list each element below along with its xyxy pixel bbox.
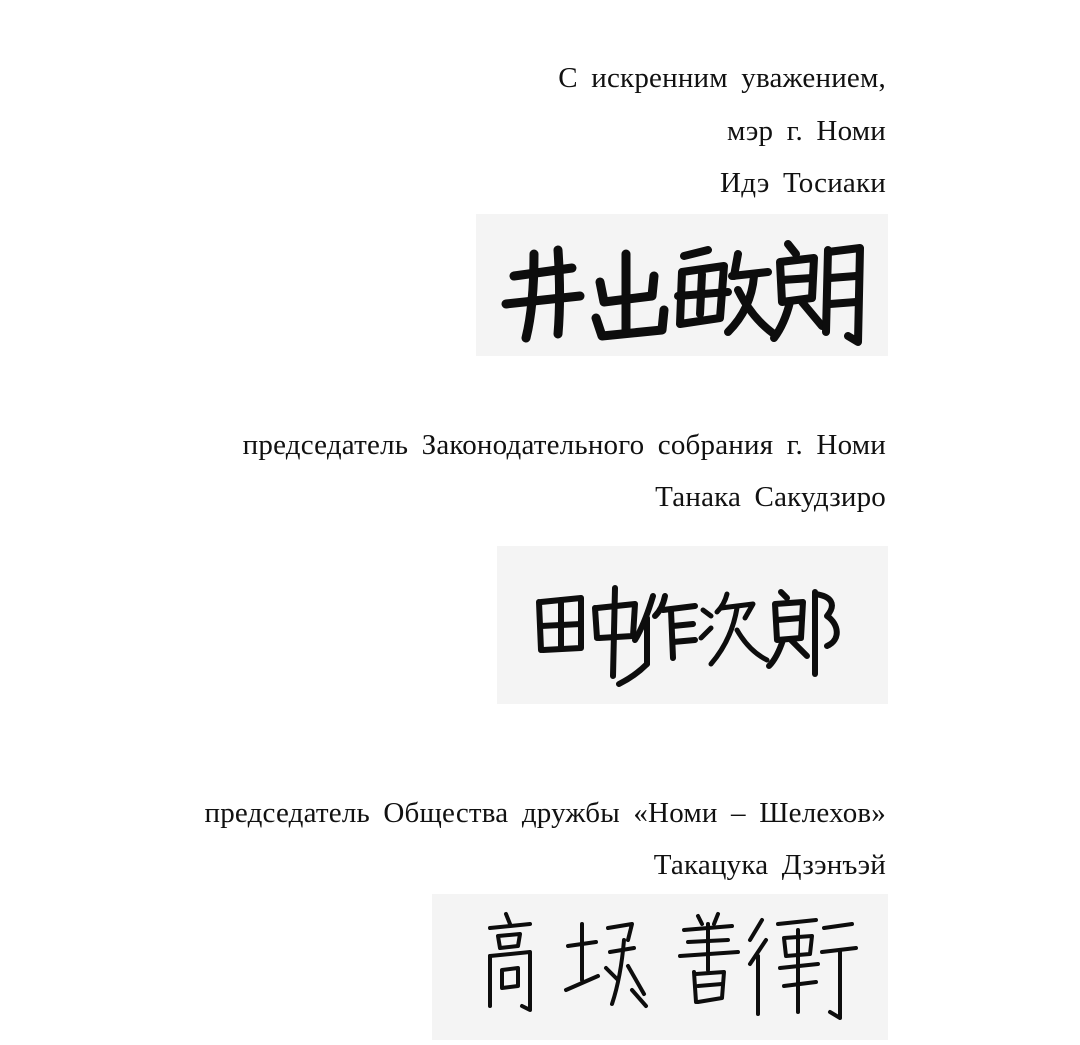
signatory-1-title: мэр г. Номи [727,115,886,147]
signature-3-image [432,894,888,1040]
signature-1-image [476,214,888,356]
signatory-1-signature [476,214,888,356]
closing-line: С искренним уважением, [558,62,886,94]
signatory-3-signature [432,894,888,1040]
signatory-3-name: Такацука Дзэнъэй [653,849,886,881]
signatory-2-title: председатель Законодательного собрания г. Номи [242,429,886,461]
signatory-1-name: Идэ Тосиаки [720,167,886,199]
signatory-2-name: Танака Сакудзиро [655,481,886,513]
signatory-2-signature [497,546,888,704]
signature-2-image [497,546,888,704]
signatory-3-title: председатель Общества дружбы «Номи – Шелехов» [204,797,886,829]
